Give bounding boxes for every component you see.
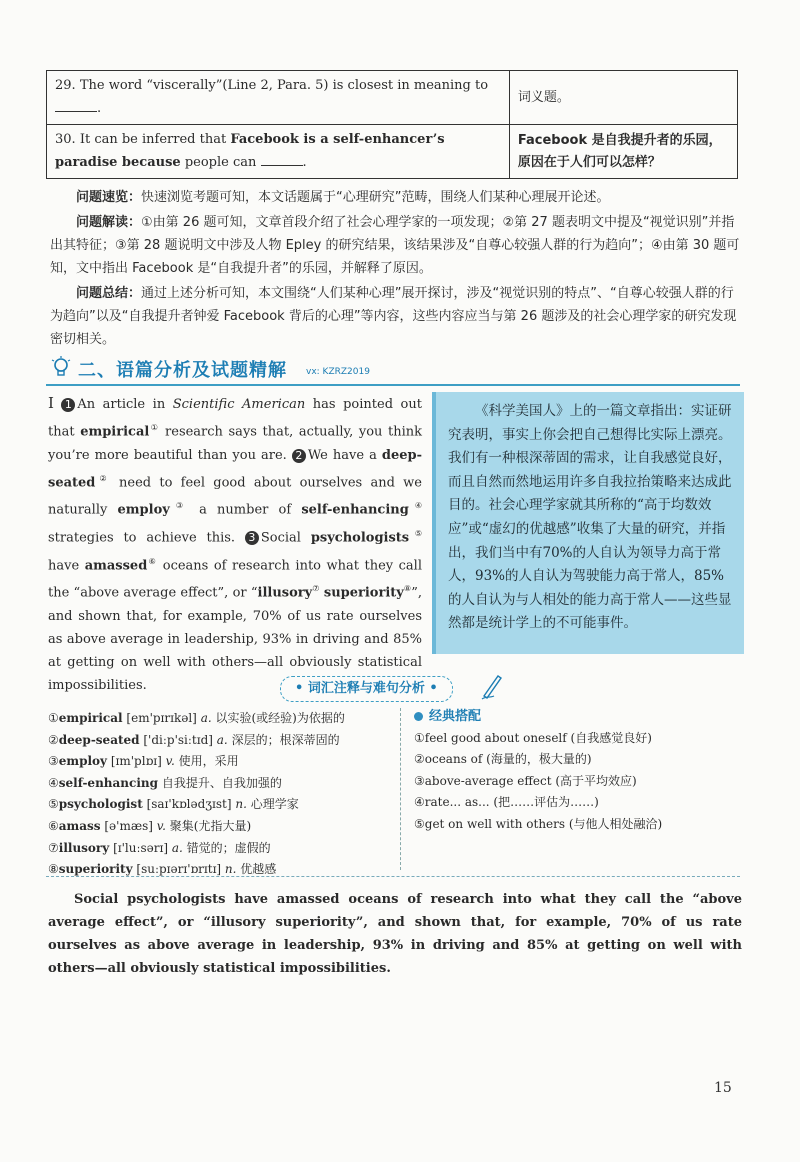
page-number: 15 xyxy=(714,1080,732,1096)
collocation-item: ①feel good about oneself (自我感觉良好) xyxy=(414,730,652,745)
answer-blank xyxy=(261,151,303,166)
vocab-meaning: 聚集(尤指大量) xyxy=(169,818,252,833)
question-cell: 30. It can be inferred that Facebook is a self-enhancer’s paradise because people can . xyxy=(47,125,510,179)
passage-text: ”, and shown that, for example, 70% of us rate ourselves as above average in leadership, 93% in driving and 85% at getting on well with others—all obviously statistical impossibilities. xyxy=(48,585,423,694)
vocab-section-header: • 词汇注释与难句分析 • xyxy=(280,676,453,702)
question-number: 30. xyxy=(55,132,76,147)
answer-hint-cell xyxy=(509,125,737,179)
question-text-end: people can xyxy=(184,155,257,170)
section-title: 二、语篇分析及试题精解 xyxy=(78,360,287,381)
translation-text: 《科学美国人》上的一篇文章指出：实证研究表明，事实上你会把自己想得比实际上漂亮。我们有一种根深蒂固的需求，让自我感觉良好，而且自然而然地运用许多自我拉抬策略来达成此目的。社会心理学家就其所称的“高于均数效应”或“虚幻的优越感”收集了大量的研究，并指出，我们当中有70%的人自认为领导力高于常人，93%的人自认为驾驶能力高于常人，85%的人自认为与人相处的能力高于常人——这些显然都是统计学上的不可能事件。 xyxy=(448,403,732,632)
difficult-sentence: Social psychologists have amassed oceans of research into what they call the “above average effect”, or “illusory superiority”, and shown that, for example, 70% of us rate ourselves as above average in leadership, 93% in driving and 85% at getting on well with others—all obviously statistical impossibilities. xyxy=(48,892,742,976)
vocab-item xyxy=(48,794,398,816)
vocab-item xyxy=(48,751,398,773)
vocab-list xyxy=(48,708,398,881)
collocation-item: ⑤get on well with others (与他人相处融洽) xyxy=(414,816,663,831)
vocab-meaning: 深层的；根深蒂固的 xyxy=(231,732,340,747)
collocation-title: 经典搭配 xyxy=(429,709,482,724)
question-text-end: . xyxy=(97,101,102,116)
question-row xyxy=(47,71,738,125)
vocab-word: deep-seated xyxy=(58,732,140,747)
vocab-word: superiority xyxy=(323,585,404,601)
vocab-phonetic: ['diːp'siːtɪd] xyxy=(143,732,213,747)
vocab-phonetic: [ɪ'luːsərɪ] xyxy=(113,840,169,855)
vocab-num: ③ xyxy=(48,754,59,769)
vocab-num: ⑦ xyxy=(48,840,59,855)
vocab-meaning: 优越感 xyxy=(240,862,277,877)
vocab-word: employ xyxy=(117,502,170,518)
vocab-phonetic: [ə'mæs] xyxy=(104,818,153,833)
vocab-word: deep-seated xyxy=(48,447,422,491)
passage-text: We have a xyxy=(307,447,377,463)
vocab-num: ④ xyxy=(48,775,59,790)
passage-text: oceans of research into what they call the “above average effect”, or “ xyxy=(48,557,422,601)
analysis-overview xyxy=(50,186,740,209)
vocab-meaning: 自我提升、自我加强的 xyxy=(161,775,282,790)
collocation-item: ③above-average effect (高于平均效应) xyxy=(414,773,637,788)
vocab-word: illusory xyxy=(58,840,110,855)
analysis-text: 快速浏览考题可知，本文话题属于“心理研究”范畴，围绕人们某种心理展开论述。 xyxy=(141,190,610,205)
answer-hint-text: Facebook 是自我提升者的乐园，原因在于人们可以怎样？ xyxy=(517,132,722,170)
vocab-word: superiority xyxy=(58,862,133,877)
section-divider xyxy=(46,876,740,877)
pen-icon xyxy=(480,672,504,700)
vocab-word: empirical xyxy=(80,424,150,440)
vocab-num: ⑥ xyxy=(48,818,59,833)
vocab-word: employ xyxy=(58,754,108,769)
vocab-ref: ② xyxy=(95,473,111,483)
vocab-phonetic: [suːpɪərɪ'ɒrɪtɪ] xyxy=(136,862,222,877)
vocab-item xyxy=(48,730,398,752)
vocab-item xyxy=(48,773,398,795)
vocab-num: ⑤ xyxy=(48,797,59,812)
vocab-phonetic: [saɪ'kɒlədʒɪst] xyxy=(146,797,232,812)
sentence-number: 1 xyxy=(61,398,75,412)
question-text: The word “viscerally”(Line 2, Para. 5) is closest in meaning to xyxy=(79,78,489,93)
vocab-meaning: 使用，采用 xyxy=(178,754,239,769)
analysis-interpretation xyxy=(50,211,740,280)
questions-table xyxy=(46,70,738,179)
section-header xyxy=(46,354,740,386)
vocab-item xyxy=(48,859,398,881)
column-divider xyxy=(400,708,401,870)
vocab-item xyxy=(48,816,398,838)
vocab-meaning: 错觉的；虚假的 xyxy=(186,840,271,855)
vocab-ref: ⑧ xyxy=(403,584,412,594)
vocab-ref: ⑤ xyxy=(409,529,422,538)
sentence-number: 3 xyxy=(245,531,259,545)
answer-blank xyxy=(55,97,97,112)
vocab-ref: ⑦ xyxy=(312,584,320,594)
vocab-word: self-enhancing xyxy=(301,502,409,518)
passage-text: research says that, actually, you think you’re more beautiful than you are. xyxy=(48,424,423,463)
question-text: It can be inferred that xyxy=(79,132,227,147)
analysis-summary xyxy=(50,282,740,351)
question-number: 29. xyxy=(55,78,76,93)
analysis-text: ①由第 26 题可知，文章首段介绍了社会心理学家的一项发现；②第 27 题表明文中提及“视觉识别”并指出其特征；③第 28 题说明文中涉及人物 Epley 的研究结果，该结果涉及“自尊心较强人群的行为趋向”；④由第 30 题可知，文中指出 Facebook 是“自我提升者”的乐园，并解释了原因。 xyxy=(50,215,740,276)
magazine-title: Scientific American xyxy=(172,397,306,412)
passage-text: An article in xyxy=(77,397,166,412)
vocab-ref: ⑥ xyxy=(147,556,158,566)
vocab-pos: v. xyxy=(165,754,175,769)
vocab-word: amassed xyxy=(84,557,148,573)
vocab-meaning: 以实验(或经验)为依据的 xyxy=(215,711,345,725)
watermark-text: vx: KZRZ2019 xyxy=(306,367,370,377)
vocab-ref: ① xyxy=(149,423,160,433)
vocab-ref: ③ xyxy=(169,501,189,511)
vocab-meaning: 心理学家 xyxy=(250,797,299,812)
vocab-num: ② xyxy=(48,732,59,747)
passage-text: has pointed out that xyxy=(48,397,422,440)
vocab-word: amass xyxy=(58,818,101,833)
vocab-pos: a. xyxy=(200,711,212,725)
sentence-number: 2 xyxy=(292,449,306,463)
lightbulb-icon xyxy=(50,356,72,380)
passage-text: strategies to achieve this. xyxy=(48,530,236,546)
vocab-word: illusory xyxy=(257,585,313,601)
bullet-icon xyxy=(414,712,423,721)
question-row xyxy=(47,125,738,179)
vocab-word: empirical xyxy=(58,711,123,725)
vocab-pos: n. xyxy=(224,862,237,877)
vocab-word: psychologists xyxy=(310,530,410,546)
vocab-pos: a. xyxy=(171,840,183,855)
vocab-pos: v. xyxy=(156,818,166,833)
vocab-phonetic: [ɪm'plɒɪ] xyxy=(110,754,162,769)
analysis-text: 通过上述分析可知，本文围绕“人们某种心理”展开探讨，涉及“视觉识别的特点”、“自尊心较强人群的行为趋向”以及“自我提升者钟爱 Facebook 背后的心理”等内容，这些内容应当与第 26 题涉及的社会心理学家的研究发现密切相关。 xyxy=(50,286,737,347)
vocab-pos: a. xyxy=(216,732,228,747)
english-passage xyxy=(48,392,422,697)
question-cell xyxy=(47,71,510,125)
vocab-word: psychologist xyxy=(58,797,143,812)
vocab-num: ⑧ xyxy=(48,862,59,877)
paragraph-mark: Ⅰ xyxy=(48,394,58,412)
analysis-label: 问题总结： xyxy=(76,286,142,301)
question-bold-text: Facebook is a self-enhancer’s paradise because xyxy=(55,132,445,170)
question-analysis xyxy=(50,186,740,353)
passage-text: have xyxy=(48,557,80,573)
answer-hint-cell: 词义题。 xyxy=(509,71,737,125)
passage-text: a number of xyxy=(199,502,292,518)
vocab-pos: n. xyxy=(235,797,247,812)
collocation-item: ④rate... as... (把……评估为……) xyxy=(414,795,599,810)
analysis-label: 问题速览： xyxy=(76,190,142,205)
collocation-item: ②oceans of (海量的，极大量的) xyxy=(414,752,592,767)
vocab-word: self-enhancing xyxy=(58,775,158,790)
collocation-header xyxy=(414,706,740,728)
collocation-list xyxy=(414,706,740,836)
analysis-label: 问题解读： xyxy=(76,215,142,230)
passage-text: Social xyxy=(260,530,301,546)
vocab-num: ① xyxy=(48,711,59,725)
translation-box xyxy=(432,392,744,654)
vocab-item xyxy=(48,708,398,730)
vocab-item xyxy=(48,838,398,860)
vocab-phonetic: [em'pɪrɪkəl] xyxy=(126,711,197,725)
passage-text: need to feel good about ourselves and we naturally xyxy=(48,475,422,518)
vocab-ref: ④ xyxy=(408,501,422,511)
